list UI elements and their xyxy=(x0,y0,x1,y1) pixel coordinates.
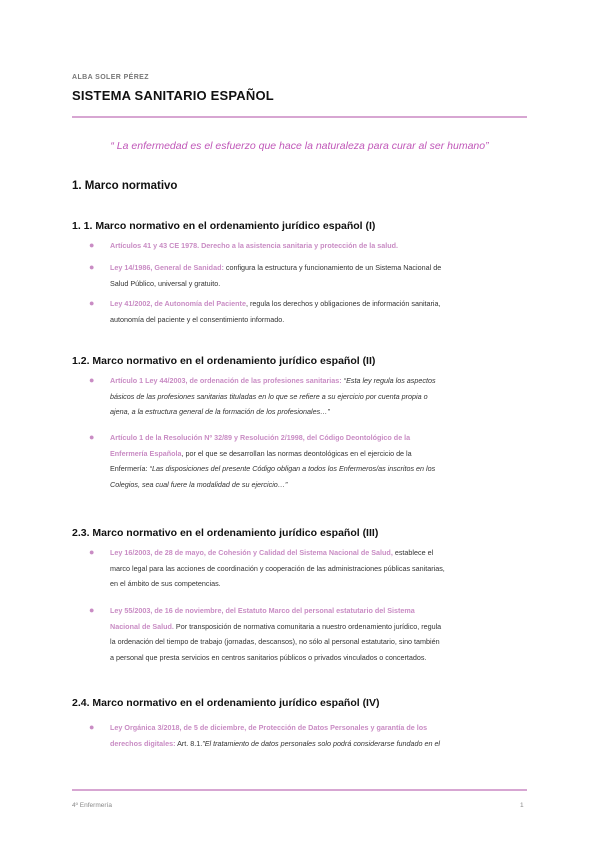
list-item-text: Salud Público, universal y gratuito. xyxy=(110,278,221,288)
list-item-line xyxy=(92,312,528,328)
list-item xyxy=(89,238,528,254)
subsection-heading-1-1: 1. 1. Marco normativo en el ordenamiento jurídico español (I) xyxy=(72,220,376,232)
list-item-text: , regula los derechos y obligaciones de información sanitaria, xyxy=(245,299,441,308)
list-item xyxy=(89,545,528,592)
quoted-text: ajena, a la estructura general de la formación de los profesionales…” xyxy=(110,407,330,416)
subsection-heading-2-4: 2.4. Marco normativo en el ordenamiento jurídico español (IV) xyxy=(72,697,380,709)
list-item-text: Art. 8.1. xyxy=(175,738,203,748)
law-reference: Ley 16/2003, de 28 de mayo, de Cohesión y Calidad del Sistema Nacional de Salud, xyxy=(110,548,393,557)
author-name: ALBA SOLER PÉREZ xyxy=(72,74,149,81)
law-reference: Nacional de Salud. xyxy=(110,621,174,631)
list-item xyxy=(89,296,528,327)
list-item-line xyxy=(92,477,528,493)
list-item-line xyxy=(92,404,528,420)
list-item-text: Por transposición de normativa comunitaria a nuestro ordenamiento jurídico, regula xyxy=(173,621,442,631)
list-item-line xyxy=(92,736,528,752)
epigraph-quote: “ La enfermedad es el esfuerzo que hace la naturaleza para curar al ser humano” xyxy=(110,140,489,152)
list-item-line xyxy=(92,576,528,592)
list-item-line xyxy=(92,650,528,666)
list-item-line xyxy=(92,276,528,292)
list-item xyxy=(89,430,528,492)
quoted-text: ”El tratamiento de datos personales solo podrá considerarse fundado en el xyxy=(202,738,441,748)
law-reference: Ley 41/2002, de Autonomía del Paciente xyxy=(110,299,246,308)
quoted-text: Colegios, sea cual fuere la modalidad de su ejercicio…” xyxy=(110,479,288,489)
law-reference: derechos digitales: xyxy=(110,738,176,748)
list-item-line xyxy=(92,296,528,312)
list-item-line xyxy=(92,446,528,462)
quoted-text: básicos de las profesiones sanitarias tituladas en lo que se refiere a su ejercicio por cuenta propia o xyxy=(110,391,428,401)
list-item-line xyxy=(92,373,528,389)
list-item-line xyxy=(92,260,528,276)
list-item-line xyxy=(92,430,528,446)
quoted-text: “Esta ley regula los aspectos xyxy=(341,376,436,385)
list-item-text: , por el que se desarrollan las normas deontológicas en el ejercicio de la xyxy=(181,448,412,458)
law-reference: Artículos 41 y 43 CE 1978. Derecho a la asistencia sanitaria y protección de la salud. xyxy=(110,241,399,250)
page-number: 1 xyxy=(520,802,524,809)
list-item xyxy=(89,720,528,751)
footer-divider xyxy=(72,789,527,791)
list-item-text: configura la estructura y funcionamiento de un Sistema Nacional de xyxy=(223,263,442,272)
subsection-heading-1-2: 1.2. Marco normativo en el ordenamiento jurídico español (II) xyxy=(72,355,376,367)
header-divider xyxy=(72,116,527,118)
list-item-text: establece el xyxy=(392,548,434,557)
bullet-icon: ● xyxy=(89,722,95,732)
list-item-line xyxy=(92,389,528,405)
bullet-icon: ● xyxy=(89,262,95,272)
list-item-line xyxy=(92,603,528,619)
list-item-text: la ordenación del tiempo de trabajo (jornadas, descansos), no sólo al personal estatutario, sino también xyxy=(110,637,440,646)
bullet-icon: ● xyxy=(89,432,95,442)
section-heading-1: 1. Marco normativo xyxy=(72,180,178,192)
list-item-text: Enfermería: xyxy=(110,464,150,473)
list-item-line xyxy=(92,238,528,254)
list-item-line xyxy=(92,545,528,561)
bullet-icon: ● xyxy=(89,298,95,308)
footer-course: 4º Enfermería xyxy=(72,802,112,809)
bullet-icon: ● xyxy=(89,375,95,385)
list-item xyxy=(89,260,528,291)
bullet-icon: ● xyxy=(89,605,95,615)
law-reference: Ley Orgánica 3/2018, de 5 de diciembre, de Protección de Datos Personales y garantía de los xyxy=(110,723,428,732)
list-item-line xyxy=(92,634,528,650)
quoted-text: “Las disposiciones del presente Código obligan a todos los Enfermeros/as inscritos en los xyxy=(149,464,436,473)
law-reference: Artículo 1 Ley 44/2003, de ordenación de las profesiones sanitarias: xyxy=(110,376,342,385)
list-item-text: en el ámbito de sus competencias. xyxy=(110,579,221,588)
bullet-icon: ● xyxy=(89,240,95,250)
bullet-icon: ● xyxy=(89,547,95,557)
law-reference: Artículo 1 de la Resolución Nº 32/89 y Resolución 2/1998, del Código Deontológico de la xyxy=(110,433,411,442)
list-item-text: a personal que presta servicios en centros sanitarios públicos o privados vinculados o concertados. xyxy=(110,652,427,662)
list-item-line xyxy=(92,561,528,577)
list-item-text: marco legal para las acciones de coordinación y cooperación de las administraciones públicas sanitarias, xyxy=(110,563,445,573)
subsection-heading-2-3: 2.3. Marco normativo en el ordenamiento jurídico español (III) xyxy=(72,527,379,539)
document-title: SISTEMA SANITARIO ESPAÑOL xyxy=(72,88,274,103)
law-reference: Enfermería Española xyxy=(110,448,182,458)
list-item-text: autonomía del paciente y el consentimiento informado. xyxy=(110,314,285,324)
list-item xyxy=(89,603,528,665)
law-reference: Ley 55/2003, de 16 de noviembre, del Estatuto Marco del personal estatutario del Sistema xyxy=(110,606,415,615)
list-item-line xyxy=(92,720,528,736)
list-item xyxy=(89,373,528,420)
list-item-line xyxy=(92,461,528,477)
law-reference: Ley 14/1986, General de Sanidad: xyxy=(110,263,224,272)
list-item-line xyxy=(92,619,528,635)
